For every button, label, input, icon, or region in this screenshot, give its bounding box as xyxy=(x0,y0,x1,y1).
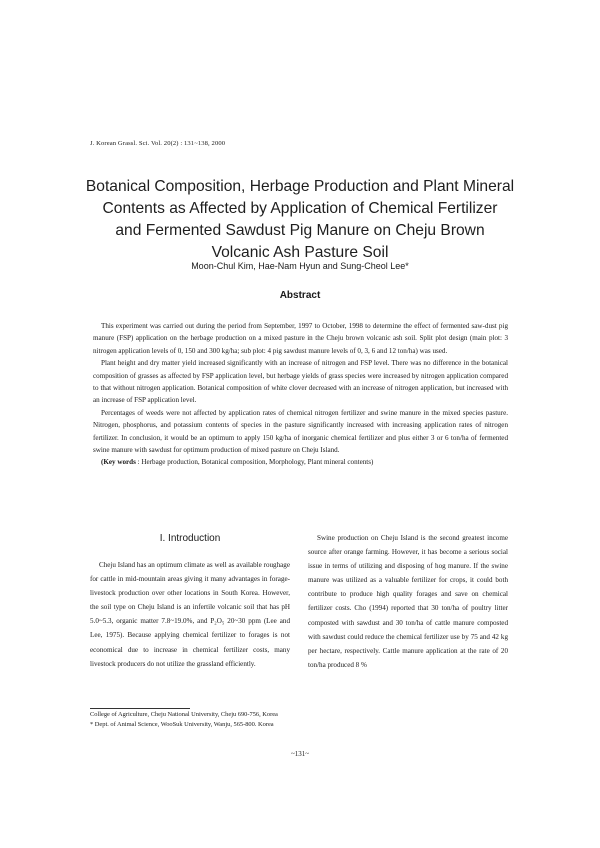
keywords-label: (Key words xyxy=(101,458,136,467)
abstract-paragraph-1: This experiment was carried out during the period from September, 1997 to October, 1998 to determine the effect of fermented saw-dust pig manure (FSP) application on the herbage production on a mixed pasture in the Cheju brown volcanic ash soil. Split plot design (main plot: 3 nitrogen application levels of 0, 150 and 300 kg/ha; sub plot: 4 pig sawdust manure levels of 0, 3, 6 and 12 ton/ha) was used. xyxy=(93,322,508,355)
title-line-4: Volcanic Ash Pasture Soil xyxy=(211,244,389,261)
keywords-text: : Herbage production, Botanical composition, Morphology, Plant mineral contents) xyxy=(135,458,374,467)
title-line-3: and Fermented Sawdust Pig Manure on Cheju Brown xyxy=(115,222,485,239)
abstract-heading: Abstract xyxy=(279,290,321,301)
footnote-affiliation-1: College of Agriculture, Cheju National University, Cheju 690-756, Korea xyxy=(90,711,278,718)
abstract-paragraph-3: Percentages of weeds were not affected by application rates of chemical nitrogen fertilizer and swine manure in the mixed species pasture. Nitrogen, phosphorus, and potassium contents of species in the pasture significantly increased with increasing application rates of nitrogen fertilizer. In conclusion, it would be an optimum to apply 150 kg/ha of inorganic chemical fertilizer and plus either 3 or 6 ton/ha of fermented swine manure with sawdust for optimum production of mixed pasture on Cheju Island. xyxy=(93,408,508,455)
paper-title xyxy=(70,176,530,264)
journal-reference: J. Korean Grassl. Sci. Vol. 20(2) : 131~138, 2000 xyxy=(90,140,226,147)
title-line-1: Botanical Composition, Herbage Production and Plant Mineral xyxy=(85,178,515,195)
right-column xyxy=(308,531,508,672)
abstract-paragraph-2: Plant height and dry matter yield increased significantly with an increase of nitrogen and FSP level. There was no difference in the botanical composition of grasses as affected by FSP application level, but herbage yields of grass species were increased by nitrogen application compared to that without nitrogen application. Botanical composition of white clover decreased with an increase of nitrogen application, but increased with an increase of FSP application level. xyxy=(93,359,508,405)
page-number: ~131~ xyxy=(290,750,310,758)
footnotes xyxy=(90,710,278,729)
footnote-affiliation-2: * Dept. of Animal Science, WooSuk University, Wanju, 565-800. Korea xyxy=(90,720,274,728)
left-column xyxy=(90,558,290,671)
left-column-paragraph: Cheju Island has an optimum climate as well as available roughage for cattle in mid-mountain areas giving it many advantages in forage-livestock production over other locations in South Korea. However, the soil type on Cheju Island is an infertile volcanic soil that has pH 5.0~5.3, organic matter 7.8~19.0%, and P₂O₅ 20~30 ppm (Lee and Lee, 1975). Because applying chemical fertilizer to forages is not economical due to increase in chemical fertilizer costs, many livestock producers do not utilize the grassland efficiently. xyxy=(90,561,290,668)
keywords xyxy=(93,456,508,468)
author-list: Moon-Chul Kim, Hae-Nam Hyun and Sung-Cheol Lee* xyxy=(191,261,409,271)
section-heading-introduction: I. Introduction xyxy=(159,533,221,544)
title-line-2: Contents as Affected by Application of Chemical Fertilizer xyxy=(102,200,498,217)
footnote-divider xyxy=(90,708,190,709)
abstract-body xyxy=(93,320,508,469)
right-column-paragraph: Swine production on Cheju Island is the second greatest income source after orange farming. However, it has become a serious social issue in terms of utilizing and disposing of hog manure. If the swine manure was utilized as a valuable fertilizer for crops, it could both contribute to produce high quality forages and save on chemical fertilizer costs. Cho (1994) reported that 30 ton/ha of poultry litter composted with sawdust and 30 ton/ha of cattle manure composted with sawdust could reduce the chemical fertilizer use by 75 and 42 kg per hectare, respectively. Cattle manure application at the rate of 20 ton/ha produced 8 % xyxy=(308,534,508,669)
